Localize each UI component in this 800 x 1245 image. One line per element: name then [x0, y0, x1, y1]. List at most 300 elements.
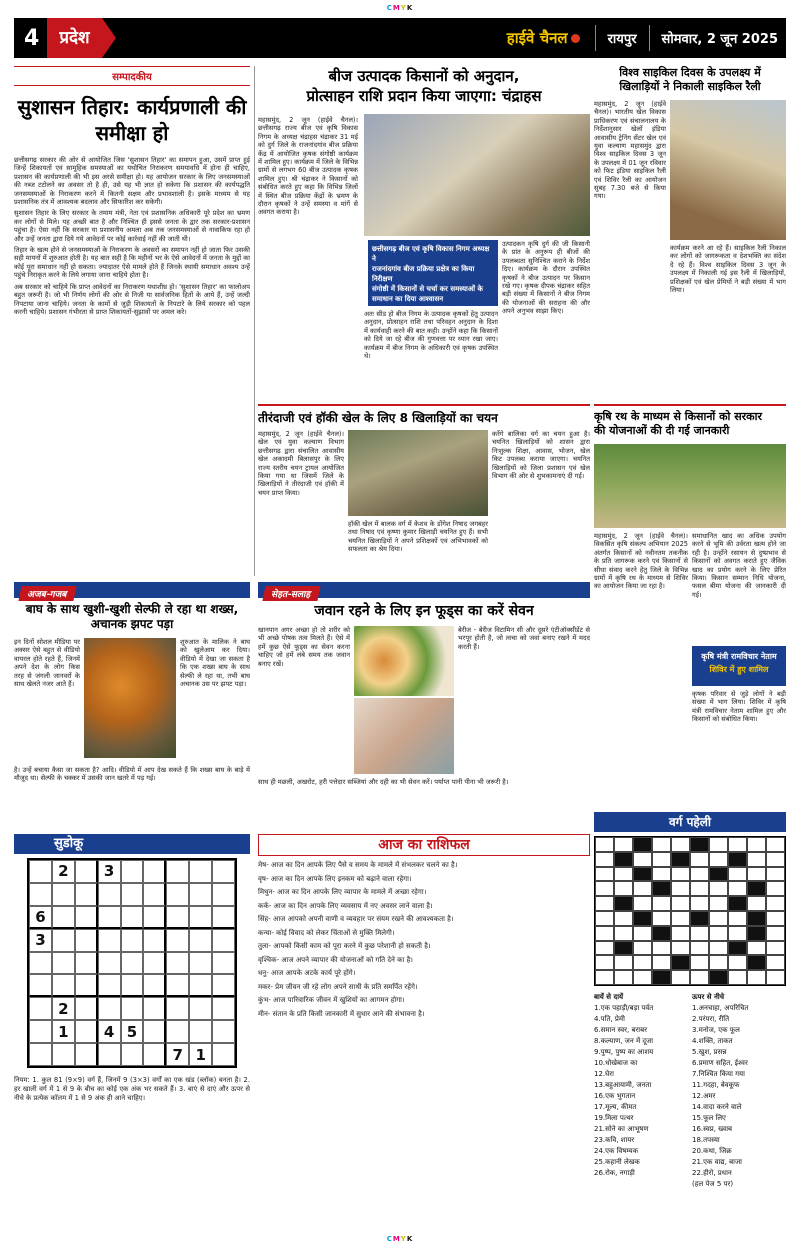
across-clue: 16.एक भुगतान [594, 1092, 636, 1100]
cycle-story-col1: महासमुंद, 2 जून (हाईवे चैनल)। भारतीय खेल विकास प्राधिकरण एवं संचालनालय के निर्देशानुसार खेलों इंडिया आवासीय ट्रेनिंग सेंटर खेल एवं युवा कल्याण महासमुंद द्वारा विश्व साइकिल दिवस 3 जून के उपलक्ष्य में 01 जून रविवार को फिट इंडिया साइकिल रैली एवं शिविर रैली का आयोजन सुबह 7.30 बजे से किया गया। [594, 100, 666, 201]
crossword-cell[interactable] [747, 852, 766, 867]
sudoku-grid [27, 858, 237, 1068]
crossword-cell[interactable] [595, 867, 614, 882]
crossword-cell[interactable] [671, 881, 690, 896]
crossword-cell[interactable] [595, 970, 614, 985]
lead-story [258, 66, 590, 400]
crossword-cell[interactable] [595, 837, 614, 852]
sudoku-cell [75, 1043, 98, 1066]
crossword-cell[interactable] [728, 881, 747, 896]
crossword-cell[interactable] [690, 881, 709, 896]
crossword-cell[interactable] [614, 867, 633, 882]
crossword-cell[interactable] [652, 955, 671, 970]
across-clue: 25.कहानी लेखक [594, 1158, 640, 1166]
across-clue: 10.धोखेबाज का [594, 1059, 638, 1067]
sudoku-cell [189, 906, 212, 929]
crossword-cell[interactable] [709, 941, 728, 956]
horoscope-item: सिंह- आज आपको अपनी वाणी व व्यवहार पर संयम रखने की आवश्यकता है। [258, 915, 454, 923]
sudoku-cell [52, 1043, 75, 1066]
down-clue: 16.स्वप्न, ख्वाब [692, 1125, 733, 1133]
crossword-cell[interactable] [633, 896, 652, 911]
sudoku-cell [75, 952, 98, 975]
cycle-headline-line2: खिलाड़ियों ने निकाली साइकिल रैली [619, 80, 761, 93]
sudoku-cell [121, 974, 144, 997]
sudoku-cell [143, 1020, 166, 1043]
sudoku-cell [189, 860, 212, 883]
sudoku-cell [52, 952, 75, 975]
down-clue: 18.तपस्या [692, 1136, 720, 1144]
across-clue: 8.कल्याण, जन में दूजा [594, 1037, 654, 1045]
crossword-cell[interactable] [633, 955, 652, 970]
sudoku-rules: नियम: 1. कुल 81 (9×9) वर्ग हैं, जिनमें 9 (3×3) वर्गों का एक खंड (ब्लॉक) बनता है। 2. हर खाली वर्ग में 1 से 9 के बीच का कोई एक अंक भर सकते हैं। 3. बाएं से दाएं और ऊपर से नीचे के प्रत्येक कॉलम में 1 से 9 अंक ही आने चाहिए। [14, 1076, 250, 1102]
crossword-cell[interactable] [595, 852, 614, 867]
sudoku-cell [75, 906, 98, 929]
crossword-cell[interactable] [671, 970, 690, 985]
sudoku-cell [98, 974, 121, 997]
crossword-cell[interactable] [652, 896, 671, 911]
crossword-cell[interactable] [709, 911, 728, 926]
crossword-cell[interactable] [747, 911, 766, 926]
players-bottom: हॉकी खेल में बालक वर्ग में केशव के डोंगेश निषाद जगबहर तथा निषाद एवं कृष्णा कुमार खिलाड़ी चयनित हुए हैं। सभी चयनित खिलाड़ियों ने अपने प्रशिक्षकों एवं अभिभावकों को सफलता का श्रेय दिया। [348, 520, 488, 554]
sudoku-cell: 2 [52, 997, 75, 1020]
krishi-story [594, 410, 786, 806]
across-clue: 9.पुष्प, पुष्प का आशय [594, 1048, 654, 1056]
horoscope-item: कुंभ- आज पारिवारिक जीवन में खुशियों का आगमन होगा। [258, 996, 405, 1004]
ajab-bottom: है। उन्हें बचाया कैसा जा सकता है? आदि। वीडियो में आप देख सकते हैं कि शख्स बाघ के बाड़े में मौजूद था। सेल्फी के चक्कर में उसकी जान खतरे में पड़ गई। [14, 766, 250, 783]
crossword-cell[interactable] [747, 837, 766, 852]
sudoku-cell [143, 860, 166, 883]
sudoku-cell [75, 974, 98, 997]
brand-name: हाईवे चैनल [506, 29, 568, 47]
crossword-cell[interactable] [614, 881, 633, 896]
sudoku-cell [212, 929, 235, 952]
sudoku-cell [75, 883, 98, 906]
editorial-label: सम्पादकीय [14, 66, 250, 86]
across-clue: 17.मूल्य, कीमत [594, 1103, 637, 1111]
sudoku-cell [189, 997, 212, 1020]
health-headline: जवान रहने के लिए इन फूड्स का करें सेवन [314, 603, 534, 619]
crossword-cell[interactable] [766, 881, 785, 896]
down-clue: 22.हीरो, प्रधान [692, 1169, 732, 1177]
sudoku-cell: 4 [98, 1020, 121, 1043]
crossword-cell[interactable] [747, 926, 766, 941]
sudoku-cell [121, 929, 144, 952]
sudoku-cell [143, 883, 166, 906]
cycle-headline-line1: विश्व साइकिल दिवस के उपलक्ष्य में [619, 66, 761, 79]
sudoku-cell [166, 974, 189, 997]
across-clue: 19.मिला पत्थर [594, 1114, 634, 1122]
crossword-cell[interactable] [652, 837, 671, 852]
crossword-cell[interactable] [595, 941, 614, 956]
ajab-col1: इन दिनों सोशल मीडिया पर अक्सर ऐसे बहुत से वीडियो वायरल होते रहते हैं, जिनमें अपने देश के लोग किस तरह से जंगली जानवरों के साथ खेलते नजर आते हैं। [14, 638, 80, 689]
editorial-paragraph: छत्तीसगढ़ सरकार की ओर से आयोजित जिस 'सुशासन तिहार' का समापन हुआ, उसमें प्राप्त हुई जिन्हें शिकायतों एवं सामूहिक समस्याओं का यथोचित निराकरण समयावधि में होना ही चाहिए, प्रशासन की कार्यप्रणाली की भी इस अरसे समीक्षा हो। यह आयोजन सरकार के लिए जनसमस्याओं की नब्ज टटोलने का अवसर तो है ही, उसे यह भी ज्ञात हो सकेगा कि प्रशासन की कार्यपद्धति जनसमस्याओं के निराकरण करने में कितनी सक्षम और प्रभावशाली है। इसके माध्यम से यह प्रशासनिक तंत्र में आवश्यक बदलाव और सिफारिश कर सकेगी। [14, 156, 250, 207]
horoscope-item: वृश्चिक- आज अपने व्यापार की योजनाओं को गति देने का है। [258, 955, 413, 964]
sudoku-cell [29, 1020, 52, 1043]
page-number: 4 [24, 25, 40, 51]
sudoku-cell [166, 883, 189, 906]
health-section [258, 582, 590, 828]
crossword-cell[interactable] [614, 941, 633, 956]
section-rule [594, 404, 786, 406]
lead-story-photo [364, 114, 590, 236]
tiger-photo [84, 638, 176, 758]
crossword-cell[interactable] [709, 867, 728, 882]
crossword-cell[interactable] [709, 896, 728, 911]
crossword-cell[interactable] [709, 955, 728, 970]
crossword-cell[interactable] [614, 955, 633, 970]
divider [595, 25, 596, 51]
crossword-cell[interactable] [633, 926, 652, 941]
sudoku-cell [212, 1043, 235, 1066]
crossword-cell[interactable] [690, 926, 709, 941]
down-clues [692, 992, 786, 1190]
logo-dot [571, 34, 580, 43]
crossword-cell[interactable] [728, 896, 747, 911]
sudoku-cell [166, 906, 189, 929]
crossword-cell[interactable] [690, 867, 709, 882]
crossword-cell[interactable] [633, 911, 652, 926]
crossword-cell[interactable] [652, 926, 671, 941]
horoscope-item: धनु- आज आपके अटके कार्य पूरे होंगे। [258, 969, 356, 977]
sudoku-cell [166, 929, 189, 952]
lead-story-col2: अतः सीड हो बीज निगम के उत्पादक कृषकों हेतु उत्पादन अनुदान, प्रोत्साहन राशि तथा परिवहन अनुदान के दिशा में कार्यवाही करने की बात कही। उन्होंने कहा कि किसानों को दिये जा रहे बीज की गुणवत्ता पर ध्यान रखा जाए। कार्यक्रम में बीज निगम के अधिकारी एवं कृषक उपस्थित थे। [364, 310, 498, 361]
sudoku-cell [143, 997, 166, 1020]
crossword-cell[interactable] [709, 926, 728, 941]
sudoku-cell: 3 [29, 929, 52, 952]
players-story [258, 410, 590, 576]
down-clue: 7.निश्चित किया गया [692, 1070, 745, 1078]
down-clue: 21.एक वाद्य, बाजा [692, 1158, 742, 1166]
sudoku-cell [121, 952, 144, 975]
across-clue: 12.घेरा [594, 1070, 614, 1078]
crossword-cell[interactable] [671, 911, 690, 926]
sudoku-cell [29, 860, 52, 883]
across-clue: 21.सोने का आभूषण [594, 1125, 649, 1133]
krishi-col2: समाधानित खाद का अधिक उपयोग करने से भूमि की उर्वरता खत्म होने जा रही है। उन्होंने रसायन से दुष्प्रभाव से किसानों को अवगत कराते हुए जैविक खाद का प्रयोग करने के लिए प्रेरित किया। किसान सम्मान निधि योजना, फसल बीमा योजना की जानकारी दी गई। [692, 532, 786, 599]
crossword-cell[interactable] [747, 955, 766, 970]
highlight-item: छत्तीसगढ़ बीज एवं कृषि विकास निगम अध्यक्ष ने [372, 245, 490, 263]
down-clue: 12.अमर [692, 1092, 716, 1100]
lead-story-col3: उत्पादकन कृषि दुर्ग की जी किसानी के प्रांत के अनुरूप ही बीजों की उपलब्धता सुनिश्चित कराने के निर्देश दिए। कार्यक्रम के दौरान उपस्थित कृषकों ने बीज उत्पादन पर किसान रखे गए। कृषक दीपक चंद्राकर सहित बड़ी संख्या में किसानों ने बीज निगम की योजनाओं की सराहना की और अपने अनुभव साझा किए। [502, 240, 590, 316]
crossword-cell[interactable] [690, 955, 709, 970]
crossword-cell[interactable] [690, 896, 709, 911]
across-clues [594, 992, 688, 1190]
crossword-cell[interactable] [614, 896, 633, 911]
sudoku-cell [166, 997, 189, 1020]
sudoku-cell [98, 906, 121, 929]
sudoku-cell [75, 929, 98, 952]
crossword-cell[interactable] [633, 941, 652, 956]
sudoku-cell [212, 883, 235, 906]
crossword-cell[interactable] [728, 852, 747, 867]
crossword-cell[interactable] [709, 970, 728, 985]
crossword-cell[interactable] [614, 926, 633, 941]
sudoku-cell [29, 1043, 52, 1066]
down-clue: 15.फूल लिए [692, 1114, 726, 1122]
sudoku-cell [29, 974, 52, 997]
crossword-cell[interactable] [766, 955, 785, 970]
sudoku-cell [212, 997, 235, 1020]
sudoku-cell [121, 860, 144, 883]
crossword-cell[interactable] [652, 911, 671, 926]
sudoku-cell [212, 906, 235, 929]
highlight-item: संगोष्ठी में किसानों से चर्चा कर समस्याओं के [372, 285, 483, 293]
cycle-story-col2: कार्यक्रम करने आ रहे हैं। साइकिल रैली निकाल कर लोगों को जागरूकता व देशभक्ति का संदेश दे रहे हैं। विश्व साइकिल दिवस 3 जून के उपलक्ष्य में निकाली गई इस रैली में खिलाड़ियों, प्रशिक्षकों एवं खेल प्रेमियों ने बड़ी संख्या में भाग लिया। [670, 244, 786, 295]
crossword-cell[interactable] [728, 837, 747, 852]
players-col1: महासमुंद, 2 जून (हाईवे चैनल)। खेल एवं युवा कल्याण विभाग छत्तीसगढ़ द्वारा संचालित आवासीय खेल अकादमी बिलासपुर के लिए राज्य स्तरीय चयन ट्रायल आयोजित किया गया था जिसमें जिले के खिलाड़ियों ने तीरंदाजी एवं हॉकी में चयन प्राप्त किया। [258, 430, 344, 497]
sudoku-cell [121, 883, 144, 906]
horoscope-item: मिथुन- आज का दिन आपके लिए व्यापार के मामले में अच्छा रहेगा। [258, 888, 427, 896]
sudoku-cell: 2 [52, 860, 75, 883]
crossword-cell[interactable] [633, 867, 652, 882]
crossword-cell[interactable] [595, 926, 614, 941]
players-col2: करेंगे बालिका वर्ग का चयन हुआ है। चयनित खिलाड़ियों को शासन द्वारा निःशुल्क शिक्षा, आवास, भोजन, खेल किट उपलब्ध कराया जाएगा। चयनित खिलाड़ियों को जिला प्रशासन एवं खेल विभाग की ओर से शुभकामनाएं दी गईं। [492, 430, 590, 481]
lead-story-col1: महासमुंद, 2 जून (हाईवे चैनल)। छत्तीसगढ़ राज्य बीज एवं कृषि विकास निगम के अध्यक्ष चंद्राहस चंद्राकर 31 मई को दुर्ग जिले के राजनांदगांव बीज प्रक्रिया केंद्र में आयोजित कृषक संगोष्ठी कार्यक्रम में शामिल हुए। कार्यक्रम में जिले के विभिन्न ग्रामों से लगभग 60 बीज उत्पादक कृषक शामिल हुए। श्री चंद्राकर ने किसानों को संबोधित करते हुए कहा कि विभिन्न जिलों में स्थित बीज प्रक्रिया केंद्रों के भ्रमण के दौरान कृषकों ने उन्हें समस्या व मांगें से अवगत कराया है। [258, 116, 358, 217]
crossword-cell[interactable] [766, 926, 785, 941]
crossword-cell[interactable] [671, 867, 690, 882]
crossword-cell[interactable] [633, 881, 652, 896]
crossword-cell[interactable] [766, 837, 785, 852]
city-name: रायपुर [607, 32, 637, 47]
crossword-cell[interactable] [690, 970, 709, 985]
across-clue: 24.एक विषम्यक [594, 1147, 639, 1155]
sudoku-cell [121, 906, 144, 929]
sudoku-cell [75, 1020, 98, 1043]
down-clue: 11.गदहा, बेवकूफ [692, 1081, 740, 1089]
sudoku-cell [52, 929, 75, 952]
sudoku-cell [166, 860, 189, 883]
crossword-cell[interactable] [766, 970, 785, 985]
cycle-rally-story [594, 66, 786, 400]
food-photo [354, 626, 454, 696]
crossword-cell[interactable] [766, 896, 785, 911]
horoscope-section [258, 834, 590, 1234]
crossword-cell[interactable] [652, 941, 671, 956]
lead-headline-line2: प्रोत्साहन राशि प्रदान किया जाएगा: चंद्राहस [306, 87, 542, 105]
sudoku-cell [212, 1020, 235, 1043]
health-col2: बेरीज - बेरीज विटामिन सी और दूसरे एंटीऑक्सीडेंट से भरपूर होती है, जो त्वचा को जवां बनाए रखने में मदद करती हैं। [458, 626, 590, 651]
sudoku-cell: 3 [98, 860, 121, 883]
lead-headline-line1: बीज उत्पादक किसानों को अनुदान, [328, 67, 520, 85]
crossword-cell[interactable] [595, 896, 614, 911]
ajab-label: अजब-गजब [18, 586, 77, 601]
health-label-bar [258, 582, 590, 598]
across-clue: 26.रोक, नगाड़ी [594, 1169, 635, 1177]
sudoku-cell: 6 [29, 906, 52, 929]
crossword-cell[interactable] [728, 911, 747, 926]
horoscope-item: तुला- आपको किसी काम को पूरा करने में कुछ परेशानी हो सकती है। [258, 942, 431, 950]
sudoku-cell [189, 952, 212, 975]
crossword-cell[interactable] [728, 970, 747, 985]
crossword-cell[interactable] [595, 955, 614, 970]
crossword-cell[interactable] [633, 837, 652, 852]
sudoku-cell [75, 860, 98, 883]
crossword-cell[interactable] [709, 881, 728, 896]
crossword-cell[interactable] [747, 896, 766, 911]
across-title: बायें से दायें [594, 993, 624, 1001]
brand-logo [507, 28, 583, 48]
sudoku-cell [189, 929, 212, 952]
crossword-cell[interactable] [766, 911, 785, 926]
sudoku-cell [98, 997, 121, 1020]
crossword-cell[interactable] [690, 852, 709, 867]
crossword-cell[interactable] [671, 926, 690, 941]
quote-line: शिविर में हुए शामिल [709, 665, 769, 674]
yoga-photo [354, 698, 454, 774]
crossword-cell[interactable] [652, 970, 671, 985]
crossword-cell[interactable] [709, 852, 728, 867]
crossword-cell[interactable] [728, 955, 747, 970]
sudoku-cell [143, 952, 166, 975]
crossword-cell[interactable] [614, 970, 633, 985]
sudoku-cell [189, 883, 212, 906]
sudoku-cell [143, 1043, 166, 1066]
cycle-rally-photo [670, 100, 786, 240]
highlight-item: राजनांदगांव बीज प्रक्रिया प्रक्षेत्र का किया निरीक्षण [372, 265, 475, 283]
sudoku-cell [52, 906, 75, 929]
health-bottom: साथ ही मछली, अखरोट, हरी पत्तेदार सब्जियां और दही का भी सेवन करें। पर्याप्त पानी पीना भी जरूरी है। [258, 778, 509, 786]
crossword-cell[interactable] [671, 837, 690, 852]
crossword-cell[interactable] [747, 867, 766, 882]
sudoku-cell [98, 929, 121, 952]
crossword-cell[interactable] [595, 881, 614, 896]
sudoku-title: सुडोकू [14, 834, 250, 854]
crossword-note: (हल पेज 5 पर) [692, 1180, 734, 1188]
players-photos [348, 430, 488, 516]
sudoku-cell [121, 1043, 144, 1066]
crossword-cell[interactable] [614, 852, 633, 867]
crossword-cell[interactable] [690, 837, 709, 852]
down-clue: 5.खुश, प्रसन्न [692, 1048, 727, 1056]
sudoku-cell [29, 952, 52, 975]
health-label: सेहत-सलाह [262, 586, 320, 601]
krishi-col1: महासमुंद, 2 जून (हाईवे चैनल)। विकसित कृषि संकल्प अभियान 2025 अंतर्गत किसानों को नवीनतम तकनीक के प्रति जागरूक करने एवं किसानों से सीधा संवाद करने हेतु जिले के विभिन्न ग्रामों में कृषि रथ के माध्यम से शिविर का आयोजन किया जा रहा है। [594, 532, 688, 591]
section-title: प्रदेश [47, 18, 101, 58]
ajab-col2: शुरुआत के मालिक ने बाघ को खुलेआम कर दिया। वीडियो में देखा जा सकता है कि एक शख्स बाघ के साथ सेल्फी ले रहा था, तभी बाघ अचानक उस पर झपट पड़ा। [180, 638, 250, 689]
sudoku-cell: 1 [189, 1043, 212, 1066]
crossword-cell[interactable] [595, 911, 614, 926]
sudoku-cell [212, 974, 235, 997]
horoscope-item: मीन- संतान के प्रति किसी जानकारी में सुधार आने की संभावना है। [258, 1009, 425, 1018]
crossword-cell[interactable] [728, 867, 747, 882]
crossword-cell[interactable] [652, 881, 671, 896]
crossword-title: वर्ग पहेली [594, 812, 786, 832]
sudoku-cell: 7 [166, 1043, 189, 1066]
sudoku-cell [143, 906, 166, 929]
sudoku-cell [29, 883, 52, 906]
crossword-cell[interactable] [633, 970, 652, 985]
sudoku-cell [98, 883, 121, 906]
across-clue: 4.पति, प्रेमी [594, 1015, 625, 1023]
crossword-cell[interactable] [690, 941, 709, 956]
editorial-paragraph: अब सरकार को चाहिये कि प्राप्त आवेदनों का निराकरण यथाशीघ्र हो। 'सुशासन तिहार' का फालोअप बहुत जरूरी है। जो भी निर्णय लोगों की ओर से निजी या सार्वजनिक हितों के आये हैं, उन्हें जल्दी निपटाया जाना चाहिये। जनता के कामों से जुड़ी शिकायतों के निपटारे के लिये सरकार को पहल करनी चाहिये। प्रशासन गंभीरता से प्राप्त शिकायतों-सुझावों पर अमल करे। [14, 282, 250, 316]
crossword-cell[interactable] [766, 852, 785, 867]
across-clue: 13.बहुआयामी, जनता [594, 1081, 652, 1089]
crossword-cell[interactable] [614, 837, 633, 852]
sudoku-cell [52, 883, 75, 906]
horoscope-item: मेष- आज का दिन आपके लिए पैसे व समय के मामले में संभलकर चलने का है। [258, 861, 458, 869]
krishi-headline-line1: कृषि रथ के माध्यम से किसानों को सरकार [594, 410, 762, 423]
sudoku-cell [166, 952, 189, 975]
sudoku-cell [98, 1043, 121, 1066]
crossword-cell[interactable] [747, 970, 766, 985]
horoscope-item: वृष- आज का दिन आपके लिए इनकम को बढ़ाने वाला रहेगा। [258, 874, 412, 883]
editorial-headline: सुशासन तिहार: कार्यप्रणाली की समीक्षा हो [17, 95, 247, 145]
crossword-cell[interactable] [671, 852, 690, 867]
down-clue: 20.कथा, जिक्र [692, 1147, 732, 1155]
down-clue: 3.मनोज, एक फूल [692, 1026, 740, 1034]
sudoku-cell [189, 1020, 212, 1043]
crossword-cell[interactable] [728, 941, 747, 956]
down-clue: 6.प्रमाण सहित, ईश्वर [692, 1059, 748, 1067]
horoscope-title: आज का राशिफल [258, 834, 590, 856]
sudoku-cell [29, 997, 52, 1020]
ajab-headline: बाघ के साथ खुशी-खुशी सेल्फी ले रहा था शख्स, अचानक झपट पड़ा [25, 602, 239, 631]
section-arrow [102, 18, 116, 58]
color-registration-mark: CMYK [386, 4, 414, 12]
crossword-cell[interactable] [747, 881, 766, 896]
krishi-photo [594, 444, 786, 528]
sudoku-cell: 5 [121, 1020, 144, 1043]
editorial-paragraph: सुशासन तिहार के लिए सरकार के तमाम मंत्री, नेता एवं प्रशासनिक अधिकारी पूरे प्रदेश का भ्रमण कर लोगों से मिले। यह अच्छी बात है और निश्चित ही इससे जनता के द्वार तक सरकार-प्रशासन पहुंचा है। ऐसा नहीं कि सरकार या प्रशासनीय अमला अब तक जनसमस्याओं से नावाकिफ रहा हो और उन्हें जनता द्वारा दिये गये आवेदनों पर कोई कार्रवाई नहीं की जाती थी। [14, 209, 250, 243]
down-title: ऊपर से नीचे [692, 993, 725, 1001]
section-rule [258, 404, 590, 406]
down-clue: 4.शक्ति, ताकत [692, 1037, 733, 1045]
crossword-cell[interactable] [614, 911, 633, 926]
crossword-cell[interactable] [652, 867, 671, 882]
color-registration-mark: CMYK [386, 1235, 414, 1243]
down-clue: 14.वादा करने वाले [692, 1103, 742, 1111]
krishi-headline-line2: की योजनाओं की दी गई जानकारी [594, 424, 730, 437]
highlight-item: समाधान का दिया आश्वासन [372, 295, 444, 303]
sudoku-cell [143, 974, 166, 997]
across-list [594, 1003, 688, 1179]
sudoku-cell [212, 952, 235, 975]
horoscope-list [258, 860, 590, 1019]
down-clue: 2.परंपरा, रीति [692, 1015, 730, 1023]
editorial-paragraph: तिहार के खत्म होने से जनसमस्याओं के निराकरण के अवसरों का समापन नहीं हो जाता फिर उसकी सही मायनों में शुरुआत होती है। यह बात सही है कि महीनों भर के ऐसे आवेदनों में जनता के मुद्दों का कोई पूरा समाधान नहीं हो सकता। ज्यादातर ऐसे मामले होते हैं जिनके स्थायी समाधान अवश्य उन्हें पहुंचे निराकृत करने के लिये लगाया जाना चाहिये होता है। [14, 246, 250, 280]
crossword-cell[interactable] [766, 867, 785, 882]
krishi-quote-box [692, 646, 786, 686]
lead-highlights [368, 240, 498, 306]
horoscope-item: कन्या- कोई विवाद को लेकर चिंताओं से मुक्ति मिलेगी। [258, 928, 395, 937]
crossword-cell[interactable] [709, 837, 728, 852]
crossword-section [594, 812, 786, 1234]
page-header [14, 18, 786, 58]
column-divider [254, 66, 255, 576]
sudoku-cell: 1 [52, 1020, 75, 1043]
horoscope-item: मकर- प्रेम जीवन जी रहे लोग अपने साथी के प्रति समर्पित रहेंगे। [258, 982, 418, 991]
crossword-cell[interactable] [690, 911, 709, 926]
editorial-section [14, 66, 250, 576]
crossword-cell[interactable] [728, 926, 747, 941]
crossword-cell[interactable] [671, 896, 690, 911]
issue-date: सोमवार, 2 जून 2025 [661, 32, 778, 47]
health-col1: खानपान अगर अच्छा हो तो शरीर को भी अच्छे पोषक तत्व मिलते हैं। ऐसे में हमें कुछ ऐसे फूड्स का सेवन करना चाहिए जो हमें लंबे समय तक जवान बनाए रखें। [258, 626, 350, 668]
crossword-cell[interactable] [633, 852, 652, 867]
sudoku-cell [121, 997, 144, 1020]
down-list [692, 1003, 786, 1179]
crossword-cell[interactable] [747, 941, 766, 956]
sudoku-cell [143, 929, 166, 952]
sudoku-cell [98, 952, 121, 975]
sudoku-cell [75, 997, 98, 1020]
crossword-cell[interactable] [671, 955, 690, 970]
crossword-cell[interactable] [766, 941, 785, 956]
sudoku-cell [189, 974, 212, 997]
crossword-cell[interactable] [652, 852, 671, 867]
crossword-cell[interactable] [671, 941, 690, 956]
